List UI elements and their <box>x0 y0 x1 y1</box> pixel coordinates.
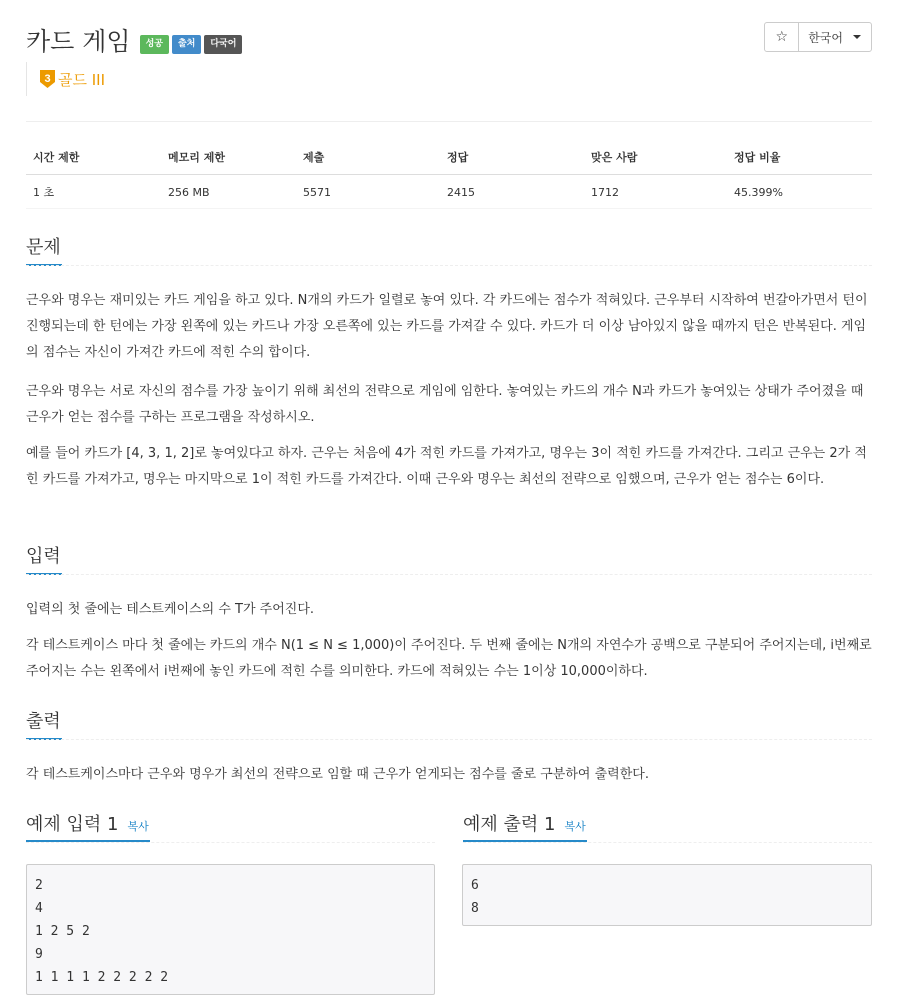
input-paragraph-1: 입력의 첫 줄에는 테스트케이스의 수 T가 주어진다. <box>26 602 315 617</box>
output-heading: 출력 <box>26 707 61 733</box>
problem-paragraph-3: 예를 들어 카드가 [4, 3, 1, 2]로 놓여있다고 하자. 근우는 처음에 4가 적힌 카드를 가져가고, 명우는 3이 적힌 카드를 가져간다. 그리고 근우는 2가 적힌 카드를 가져가고, 명우는 마지막으로 1이 적힌 카드를 가져간다. 이때 근우와 명우는 최선의 전략으로 임했으며, 근우가 얻는 점수는 6이다. <box>26 446 867 487</box>
input-paragraph-2: 각 테스트케이스 마다 첫 줄에는 카드의 개수 N(1 ≤ N ≤ 1,000)이 주어진다. 두 번째 줄에는 N개의 자연수가 공백으로 구분되어 주어지는데, i번째로 주어지는 수는 왼쪽에서 i번째에 놓인 카드에 적힌 수를 의미한다. 카드에 적혀있는 수는 1이상 10,000이하다. <box>26 638 872 679</box>
accepted-value: 2415 <box>440 175 584 209</box>
page-title: 카드 게임 <box>26 27 131 56</box>
col-accepted: 정답 <box>440 142 584 175</box>
time-limit-value: 1 초 <box>26 175 161 209</box>
solved-users-value: 1712 <box>584 175 727 209</box>
table-row <box>26 175 872 209</box>
caret-down-icon <box>853 35 861 39</box>
section-divider <box>26 574 872 575</box>
memory-limit-value: 256 MB <box>161 175 296 209</box>
col-submissions: 제출 <box>296 142 440 175</box>
sample-output-box[interactable]: 6 8 <box>462 864 872 926</box>
copy-sample-output-button[interactable]: 복사 <box>564 820 586 833</box>
language-label: 한국어 <box>808 30 843 45</box>
input-heading: 입력 <box>26 542 61 568</box>
problem-paragraph-1: 근우와 명우는 재미있는 카드 게임을 하고 있다. N개의 카드가 일렬로 놓여 있다. 각 카드에는 점수가 적혀있다. 근우부터 시작하여 번갈아가면서 턴이 진행되는데 한 턴에는 가장 왼쪽에 있는 카드나 가장 오른쪽에 있는 카드를 가져갈 수 있다. 카드가 더 이상 남아있지 않을 때까지 턴은 반복된다. 게임의 점수는 자신이 가져간 카드에 적힌 수의 합이다. <box>26 293 868 360</box>
section-divider <box>26 842 435 843</box>
star-icon: ☆ <box>775 29 788 45</box>
col-accept-rate: 정답 비율 <box>727 142 872 175</box>
language-dropdown[interactable] <box>799 23 871 51</box>
accept-rate-value: 45.399% <box>727 175 872 209</box>
title-row <box>26 22 242 58</box>
tier-label[interactable]: 골드 III <box>58 70 106 89</box>
section-divider <box>26 265 872 266</box>
problem-info-table <box>26 142 872 209</box>
multilang-badge[interactable]: 다국어 <box>204 35 242 54</box>
tier-info <box>26 62 105 96</box>
divider <box>26 121 872 122</box>
gold-tier-icon <box>40 70 55 88</box>
badge-group <box>137 35 243 54</box>
sample-output-heading: 예제 출력 1 복사 <box>463 814 586 835</box>
problem-actions <box>764 22 872 52</box>
col-time-limit: 시간 제한 <box>26 142 161 175</box>
sample-input-box[interactable]: 2 4 1 2 5 2 9 1 1 1 1 2 2 2 2 2 <box>26 864 435 995</box>
success-badge[interactable]: 성공 <box>140 35 169 54</box>
problem-paragraph-2: 근우와 명우는 서로 자신의 점수를 가장 높이기 위해 최선의 전략으로 게임에 임한다. 놓여있는 카드의 개수 N과 카드가 놓여있는 상태가 주어졌을 때 근우가 얻는 점수를 구하는 프로그램을 작성하시오. <box>26 384 864 425</box>
problem-heading: 문제 <box>26 233 61 259</box>
copy-sample-input-button[interactable]: 복사 <box>127 820 149 833</box>
section-divider <box>26 739 872 740</box>
col-solved-users: 맞은 사람 <box>584 142 727 175</box>
col-memory-limit: 메모리 제한 <box>161 142 296 175</box>
sample-input-heading: 예제 입력 1 복사 <box>26 814 149 835</box>
table-header-row <box>26 142 872 175</box>
submissions-value: 5571 <box>296 175 440 209</box>
output-paragraph-1: 각 테스트케이스마다 근우와 명우가 최선의 전략으로 임할 때 근우가 얻게되는 점수를 줄로 구분하여 출력한다. <box>26 767 649 782</box>
source-badge[interactable]: 출처 <box>172 35 201 54</box>
favorite-button[interactable] <box>765 23 799 51</box>
svg-text:3: 3 <box>44 73 51 85</box>
section-divider <box>463 842 872 843</box>
